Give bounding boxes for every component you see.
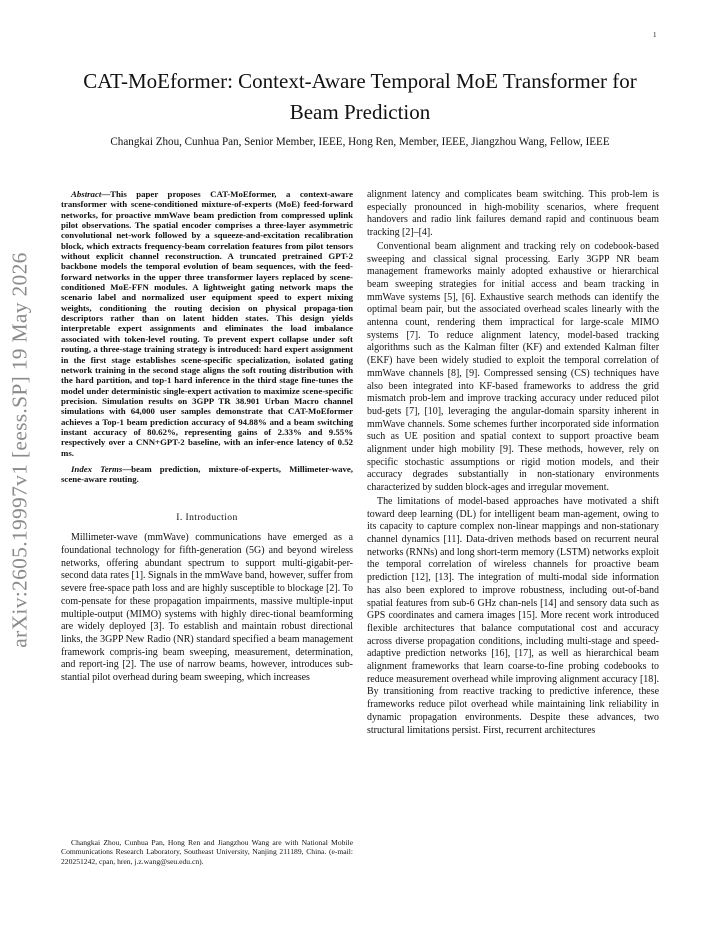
paper-title: CAT-MoEformer: Context-Aware Temporal MoE Transformer for Beam Prediction — [83, 69, 637, 124]
index-terms — [61, 464, 353, 485]
arxiv-identifier: arXiv:2605.19997v1 [eess.SP] 19 May 2026 — [7, 252, 32, 648]
author-list: Changkai Zhou, Cunhua Pan, Senior Member, IEEE, Hong Ren, Member, IEEE, Jiangzhou Wang, Fellow, IEEE — [110, 136, 610, 148]
body-paragraph: The limitations of model-based approaches have motivated a shift toward deep learning (DL) for intelligent beam man-agement, owing to its capacity to capture complex non-linear mappings and non-stationary channel dynamics [11]. Data-driven methods based on recurrent neural networks (RNNs) and long short-term memory (LSTM) networks exploit the temporal correlation of wireless channels for proactive beam prediction [12], [13]. The integration of multi-modal side information has also been explored to improve robustness, including out-of-band spatial features from sub-6 GHz chan-nels [14] and sensory data such as GPS coordinates and camera images [15]. More recent work introduced flexible architectures that balance computational cost and accuracy across diverse propagation conditions, including multi-stage and speed-adaptive prediction networks [16], [17], as well as hierarchical beam alignment frameworks that learn coarse-to-fine probing codebooks to reduce measurement overhead while improving alignment accuracy [18]. By transitioning from reactive tracking to predictive inference, these frameworks reduce pilot overhead while maintaining link reliability in dynamic propagation environments. Despite these advances, two structural limitations persist. First, recurrent architectures — [367, 495, 659, 736]
left-column — [61, 189, 353, 685]
arxiv-identifier-stamp — [0, 230, 40, 670]
body-paragraph: Conventional beam alignment and tracking rely on codebook-based sweeping and classical signal processing. Early 3GPP NR beam management frameworks mainly adopted exhaustive or hierarchical beam sweeping strategies for initial access and beam tracking in mmWave systems [5], [6]. Exhaustive search methods can identify the optimal beam pair, but the associated overhead scales linearly with the antenna count, rendering them impractical for large-scale MIMO systems [7]. To reduce alignment latency, model-based tracking algorithms such as the Kalman filter (KF) and extended Kalman filter (EKF) have been widely studied to exploit the temporal correlation of mmWave channels [8], [9]. Compressed sensing (CS) techniques have also been integrated into KF-based frameworks to address the grid mismatch prob-lem and improve tracking accuracy under reduced pilot bud-gets [7], [10], leveraging the angular-domain sparsity inherent in mmWave channels. Some schemes further incorporated side information such as UE position and spatial context to support proactive beam alignment under high mobility [9]. These methods, however, rely on specific stochastic assumptions or rigid motion models, and their accuracy degrades substantially in non-stationary environments characterized by sudden block-ages and irregular movement. — [367, 240, 659, 494]
abstract-lead: Abstract — [71, 189, 102, 199]
section-heading-introduction: I. Introduction — [176, 511, 238, 523]
index-terms-lead: Index Terms — [71, 463, 123, 474]
index-terms-text: —beam prediction, mixture-of-experts, Millimeter-wave, scene-aware routing. — [61, 463, 353, 485]
abstract — [61, 189, 353, 458]
page-number: 1 — [653, 31, 657, 39]
right-column — [367, 189, 659, 737]
body-paragraph: alignment latency and complicates beam switching. This prob-lem is especially pronounced in high-mobility scenarios, where frequent handovers and radio link failures demand rapid and continuous beam tracking [2]–[4]. — [367, 189, 659, 239]
intro-paragraph: Millimeter-wave (mmWave) communications have emerged as a foundational technology for fifth-generation (5G) and beyond wireless networks, offering abundant spectrum to support multi-gigabit-per-second data rates [1]. Signals in the mmWave band, however, suffer from severe free-space path loss and are highly susceptible to blockage [2]. To com-pensate for these propagation impairments, massive multiple-input multiple-output (MIMO) systems with highly direc-tional beamforming are widely deployed [3]. To establish and maintain robust directional links, the 3GPP New Radio (NR) standard specified a beam management framework compris-ing beam sweeping, measurement, determination, and report-ing [2]. The use of narrow beams, however, introduces sub-stantial pilot overhead during beam sweeping, which increases — [61, 532, 353, 684]
author-affiliation-footnote: Changkai Zhou, Cunhua Pan, Hong Ren and Jiangzhou Wang are with National Mobile Communications Research Laboratory, Southeast University, Nanjing 211189, China. (e-mail: 220251242, cpan, hren, j.z.wang@seu.edu.cn). — [61, 838, 353, 866]
abstract-text: —This paper proposes CAT-MoEformer, a context-aware transformer with scene-conditioned mixture-of-experts (MoE) feed-forward networks, for proactive mmWave beam prediction from compressed uplink pilot observations. The spatial encoder comprises a three-layer asymmetric convolutional net-work followed by a squeeze-and-excitation recalibration block, which extracts frequency-beam correlation features from pilot tensors without explicit channel reconstruction. A truncated pretrained GPT-2 backbone models the temporal evolution of beam sequences, with the feed-forward networks in the upper three transformer layers replaced by scene-conditioned MoE-FFN modules. A lightweight gating network maps the scenario label and normalized user equipment speed to expert mixing weights, conditioning the routing decision on physical propaga-tion descriptors rather than on latent hidden states. This design yields interpretable expert assignments and eliminates the load imbalance associated with token-level routing. To prevent expert collapse under soft routing, a three-stage training strategy is introduced: hard expert assignment in the first stage establishes scene-specific specialization, isolated gating network training in the second stage aligns the soft routing distribution with the hard partition, and top-1 hard inference in the third stage fine-tunes the model under deterministic single-expert activation to maximize scene-specific precision. Simulation results on 3GPP TR 38.901 Urban Macro channel simulations with 64,000 user samples demonstrate that CAT-MoEformer achieves a Top-1 beam prediction accuracy of 94.88% and a beam switching instant accuracy of 80.62%, representing gains of 2.33% and 9.55% respectively over a CNN+GPT-2 baseline, with an infer-ence latency of 0.52 ms. — [61, 189, 353, 458]
